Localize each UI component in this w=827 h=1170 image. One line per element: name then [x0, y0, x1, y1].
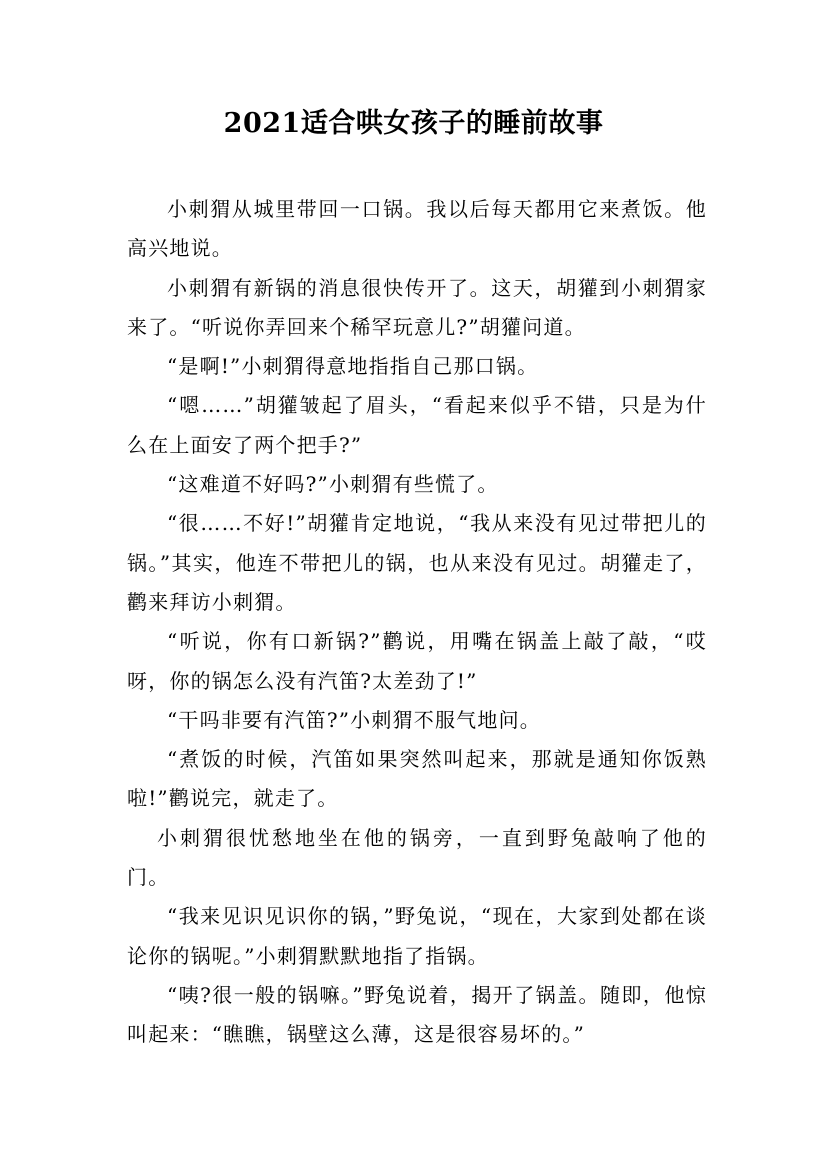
paragraph: “煮饭的时候，汽笛如果突然叫起来，那就是通知你饭熟啦!”鹳说完，就走了。 — [127, 747, 707, 811]
paragraph: 小刺猬从城里带回一口锅。我以后每天都用它来煮饭。他高兴地说。 — [127, 197, 707, 261]
paragraph: “听说，你有口新锅?”鹳说，用嘴在锅盖上敲了敲，“哎呀，你的锅怎么没有汽笛?太差劲了!” — [127, 629, 707, 693]
document-title: 2021适合哄女孩子的睡前故事 — [223, 108, 604, 139]
paragraph: “我来见识见识你的锅，”野兔说，“现在，大家到处都在谈论你的锅呢。”小刺猬默默地指了指锅。 — [127, 904, 707, 968]
paragraph: 小刺猬有新锅的消息很快传开了。这天，胡獾到小刺猬家来了。“听说你弄回来个稀罕玩意儿?”胡獾问道。 — [127, 275, 707, 339]
paragraph: “嗯……”胡獾皱起了眉头，“看起来似乎不错，只是为什么在上面安了两个把手?” — [127, 393, 707, 457]
paragraph: 小刺猬很忧愁地坐在他的锅旁，一直到野兔敲响了他的门。 — [127, 825, 707, 890]
paragraph: “咦?很一般的锅嘛。”野兔说着，揭开了锅盖。随即，他惊叫起来：“瞧瞧，锅壁这么薄，这是很容易坏的。” — [127, 982, 707, 1047]
document-body — [127, 190, 707, 1055]
paragraph: “干吗非要有汽笛?”小刺猬不服气地问。 — [167, 707, 541, 732]
paragraph: “很……不好!”胡獾肯定地说，“我从来没有见过带把儿的锅。”其实，他连不带把儿的锅，也从来没有见过。胡獾走了，鹳来拜访小刺猬。 — [127, 511, 707, 614]
paragraph: “这难道不好吗?”小刺猬有些慌了。 — [167, 472, 499, 497]
paragraph: “是啊!”小刺猬得意地指指自己那口锅。 — [167, 354, 539, 379]
